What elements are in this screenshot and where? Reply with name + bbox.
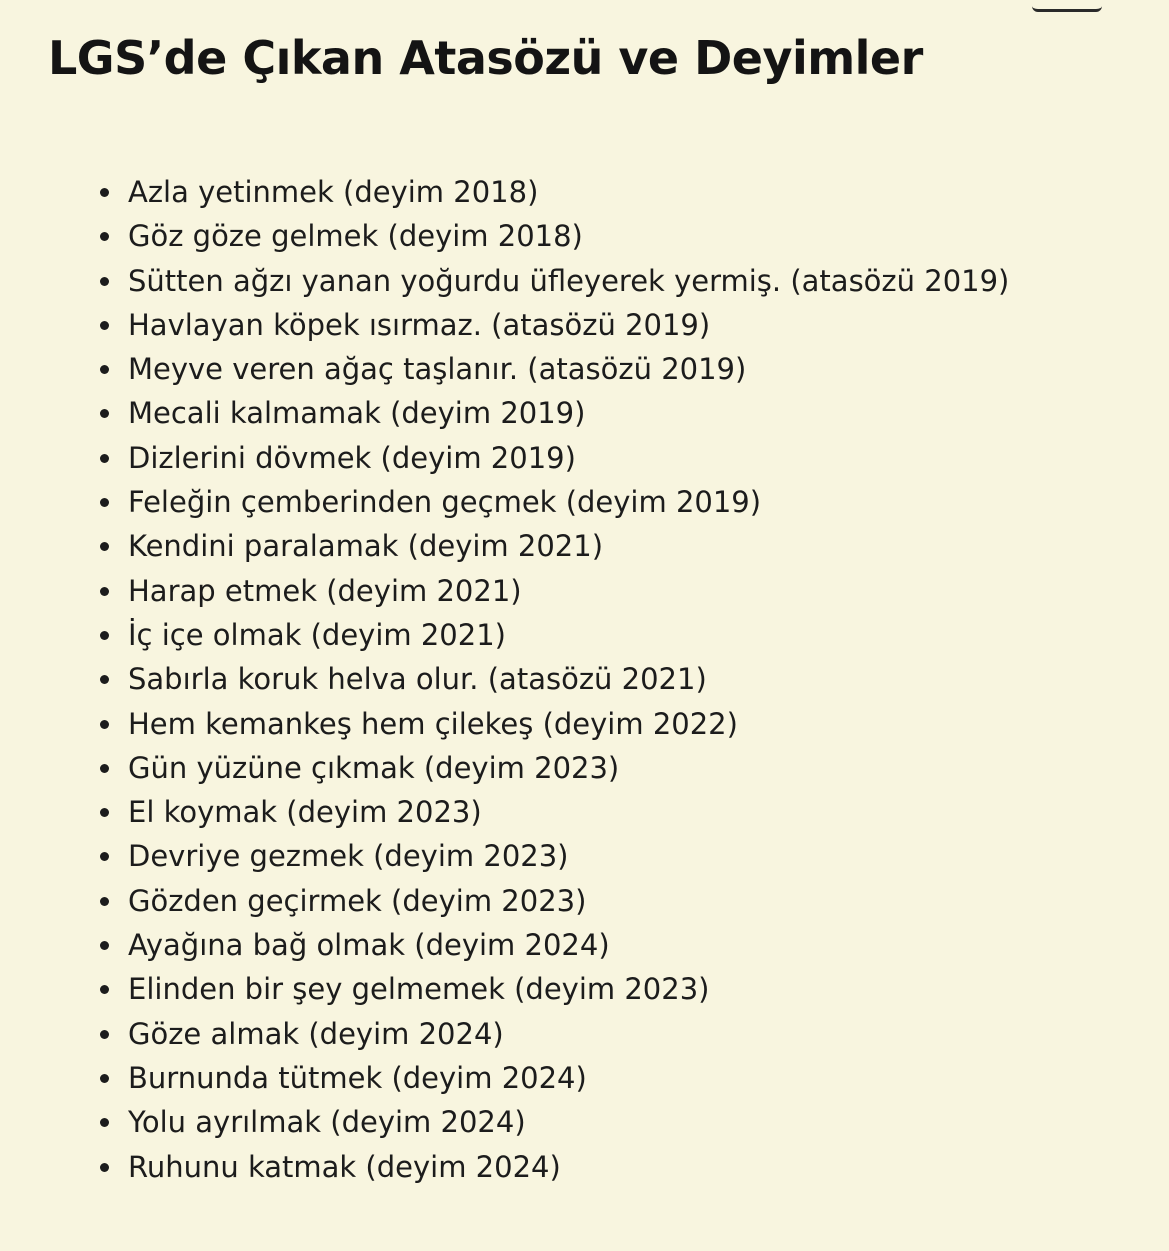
bullet-icon: [100, 1074, 109, 1083]
list-item: [96, 391, 1009, 435]
list-item-text: El koymak (deyim 2023): [128, 795, 482, 830]
list-item-text: Feleğin çemberinden geçmek (deyim 2019): [128, 485, 762, 520]
list-item-text: Dizlerini dövmek (deyim 2019): [128, 440, 576, 475]
list-item-text: Yolu ayrılmak (deyim 2024): [128, 1105, 526, 1140]
list-item: [96, 303, 1009, 347]
bullet-icon: [100, 498, 109, 507]
bullet-icon: [100, 1118, 109, 1127]
list-item-text: Ruhunu katmak (deyim 2024): [128, 1149, 561, 1184]
bullet-icon: [100, 720, 109, 729]
bullet-icon: [100, 852, 109, 861]
list-item: [96, 879, 1009, 923]
list-item: [96, 524, 1009, 568]
bullet-icon: [100, 409, 109, 418]
list-item: [96, 347, 1009, 391]
bullet-icon: [100, 1163, 109, 1172]
list-item: [96, 1145, 1009, 1189]
bullet-icon: [100, 454, 109, 463]
list-item: [96, 790, 1009, 834]
list-item: [96, 746, 1009, 790]
list-item-text: Devriye gezmek (deyim 2023): [128, 839, 569, 874]
list-item-text: Göz göze gelmek (deyim 2018): [128, 219, 583, 254]
list-item: [96, 214, 1009, 258]
bullet-icon: [100, 277, 109, 286]
list-item: [96, 170, 1009, 214]
list-item: [96, 613, 1009, 657]
list-item: [96, 480, 1009, 524]
list-item-text: Meyve veren ağaç taşlanır. (atasözü 2019): [128, 352, 747, 387]
bullet-icon: [100, 764, 109, 773]
list-item: [96, 1056, 1009, 1100]
top-edge-mark: [1032, 0, 1102, 12]
bullet-icon: [100, 365, 109, 374]
list-item-text: Gözden geçirmek (deyim 2023): [128, 883, 587, 918]
list-item: [96, 923, 1009, 967]
list-item: [96, 1100, 1009, 1144]
list-item-text: Ayağına bağ olmak (deyim 2024): [128, 928, 610, 963]
bullet-icon: [100, 1030, 109, 1039]
list-item-text: Mecali kalmamak (deyim 2019): [128, 396, 586, 431]
idiom-list: [96, 170, 1009, 1189]
list-item-text: İç içe olmak (deyim 2021): [128, 617, 506, 652]
list-item-text: Burnunda tütmek (deyim 2024): [128, 1060, 587, 1095]
bullet-icon: [100, 675, 109, 684]
list-item-text: Sütten ağzı yanan yoğurdu üfleyerek yermiş. (atasözü 2019): [128, 263, 1010, 298]
list-item-text: Azla yetinmek (deyim 2018): [128, 175, 539, 209]
list-item-text: Elinden bir şey gelmemek (deyim 2023): [128, 972, 710, 1007]
bullet-icon: [100, 941, 109, 950]
list-item: [96, 436, 1009, 480]
list-item: [96, 834, 1009, 878]
bullet-icon: [100, 808, 109, 817]
page-title: LGS’de Çıkan Atasözü ve Deyimler: [48, 31, 923, 85]
list-item: [96, 967, 1009, 1011]
bullet-icon: [100, 188, 109, 197]
list-item-text: Hem kemankeş hem çilekeş (deyim 2022): [128, 706, 738, 741]
bullet-icon: [100, 542, 109, 551]
list-item: [96, 702, 1009, 746]
bullet-icon: [100, 985, 109, 994]
list-item-text: Sabırla koruk helva olur. (atasözü 2021): [128, 662, 707, 697]
list-item: [96, 569, 1009, 613]
list-item-text: Gün yüzüne çıkmak (deyim 2023): [128, 750, 620, 785]
list-item-text: Kendini paralamak (deyim 2021): [128, 529, 604, 564]
bullet-icon: [100, 321, 109, 330]
list-item: [96, 259, 1009, 303]
bullet-icon: [100, 897, 109, 906]
bullet-icon: [100, 587, 109, 596]
list-item-text: Göze almak (deyim 2024): [128, 1016, 504, 1051]
list-item-text: Havlayan köpek ısırmaz. (atasözü 2019): [128, 307, 711, 342]
list-item: [96, 1012, 1009, 1056]
list-item: [96, 657, 1009, 701]
bullet-icon: [100, 232, 109, 241]
list-item-text: Harap etmek (deyim 2021): [128, 573, 522, 608]
bullet-icon: [100, 631, 109, 640]
